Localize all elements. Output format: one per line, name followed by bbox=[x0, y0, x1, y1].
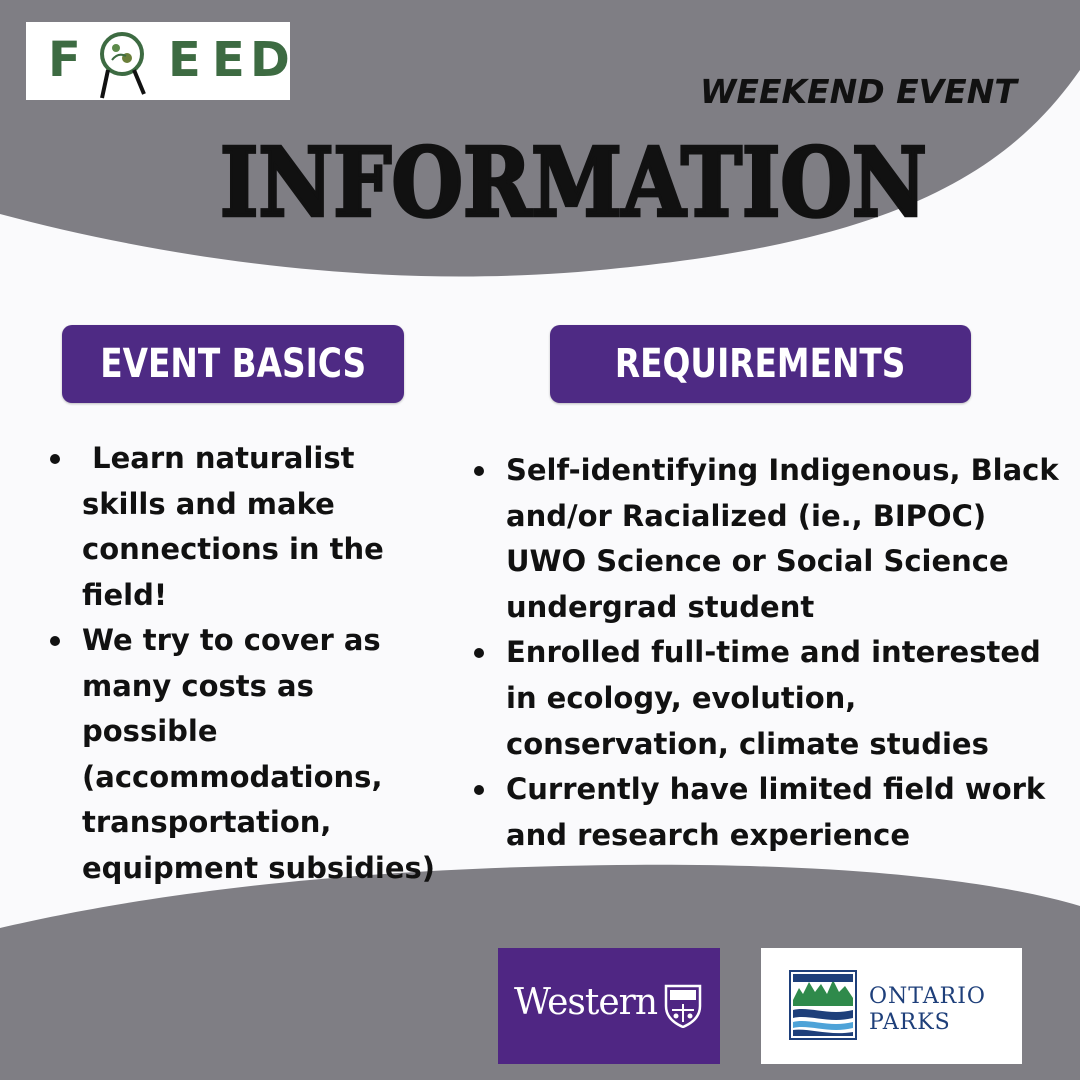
freed-logo bbox=[26, 22, 290, 100]
western-logo bbox=[498, 948, 720, 1064]
list-item: Enrolled full-time and interested in ecology, evolution, conservation, climate studies bbox=[472, 630, 1072, 767]
event-basics-heading bbox=[62, 325, 404, 403]
list-item: We try to cover as many costs as possible (accommodations, transportation, equipment subsidies) bbox=[48, 618, 448, 891]
ontario-parks-wordmark-line2: PARKS bbox=[869, 1010, 951, 1035]
freed-letter-e2: E bbox=[212, 32, 245, 88]
requirements-list bbox=[472, 448, 1072, 858]
list-item: Currently have limited field work and research experience bbox=[472, 767, 1072, 858]
ontario-parks-landscape-icon bbox=[789, 970, 857, 1040]
list-item: Learn naturalist skills and make connections in the field! bbox=[48, 436, 448, 618]
freed-letter-f: F bbox=[48, 32, 81, 88]
ontario-parks-wordmark-line1: ONTARIO bbox=[869, 984, 986, 1009]
magnifying-glass-icon bbox=[94, 28, 154, 100]
event-basics-heading-label: EVENT BASICS bbox=[100, 341, 366, 387]
event-basics-list bbox=[48, 436, 448, 891]
list-item: Self-identifying Indigenous, Black and/or Racialized (ie., BIPOC) UWO Science or Social Science undergrad student bbox=[472, 448, 1072, 630]
freed-letter-d: D bbox=[250, 32, 290, 88]
western-wordmark: Western bbox=[514, 982, 658, 1023]
header-kicker: WEEKEND EVENT bbox=[700, 72, 1017, 111]
ontario-parks-logo bbox=[761, 948, 1022, 1064]
page-title: INFORMATION bbox=[220, 128, 927, 239]
freed-letter-e1: E bbox=[168, 32, 201, 88]
western-crest-icon bbox=[664, 982, 702, 1028]
requirements-heading bbox=[550, 325, 971, 403]
requirements-heading-label: REQUIREMENTS bbox=[615, 341, 906, 387]
